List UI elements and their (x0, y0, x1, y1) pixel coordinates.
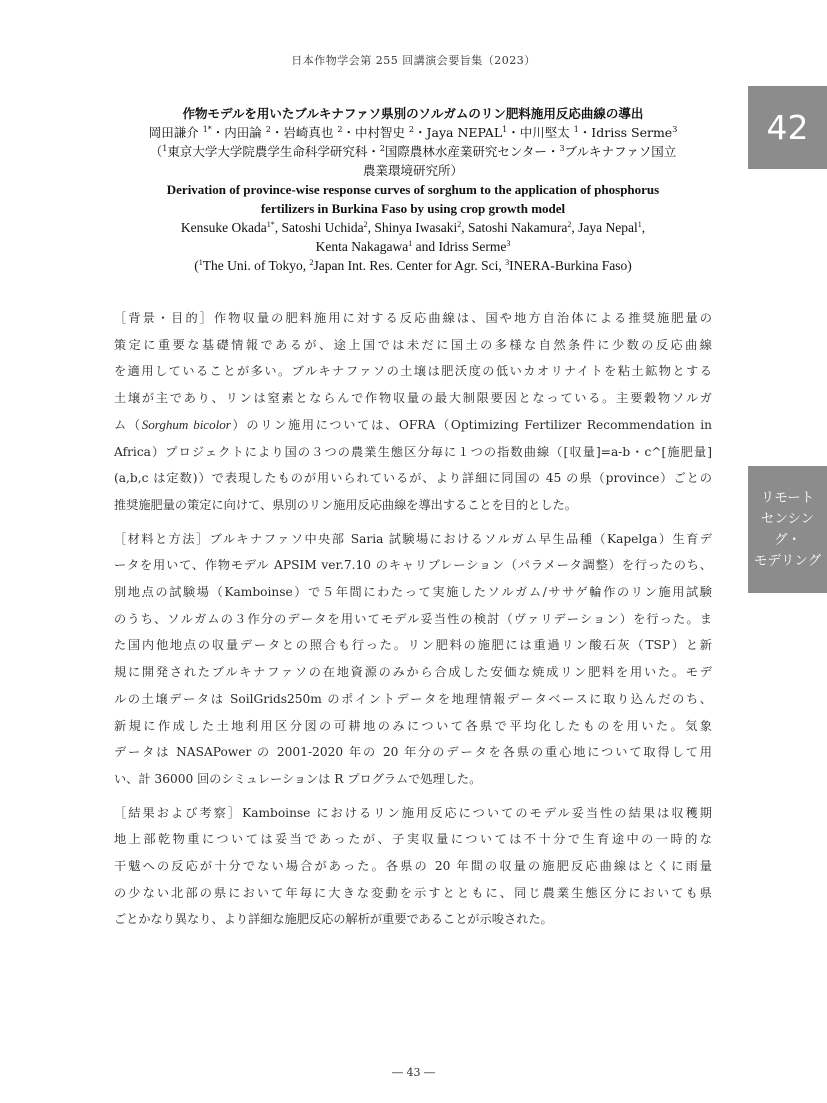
page-number: ― 43 ― (392, 1066, 435, 1079)
affiliations-english: ($^1$The Uni. of Tokyo, $^2$Japan Int. Res. Center for Agr. Sci, $^3$INERA-Burkina Faso) (194, 258, 632, 273)
title-english-line-2: fertilizers in Burkina Faso by using crop growth model (260, 201, 566, 216)
category-line-2: センシング・ (760, 510, 815, 548)
authors-english-line-2: Kenta Nakagawa$^1$ and Idriss Serme$^3$ (315, 239, 511, 254)
session-category-tab (748, 466, 827, 593)
authors-japanese: 岡田謙介 $^{1*}$・内田論 $^2$・岩崎真也 $^2$・中村智史 $^2$・Jaya NEPAL$^1$・中川堅太 $^1$・Idriss Serme$^3$ (148, 125, 678, 140)
category-line-1: リモート (760, 489, 815, 506)
abstract-heading (108, 104, 718, 275)
abstract-body (114, 305, 712, 940)
affiliations-japanese-line-2: 農業環境研究所） (362, 163, 463, 178)
running-head: 日本作物学会第 255 回講演会要旨集（2023） (291, 54, 536, 67)
results-paragraph: ［結果および考察］Kamboinse におけるリン施用反応についてのモデル妥当性の結果は収穫期 地上部乾物重については妥当であったが、子実収量については不十分で生育途中の一時的な 干魃への反応が十分でない場合があった。各県の 20 年間の収量の施肥反応曲線はとくに雨量 の少ない北部の県において年毎に大きな変動を示すとともに、同じ農業生態区分においても県 ごとかなり異なり、より詳細な施肥反応の解析が重要であることが示唆された。 (114, 805, 712, 927)
background-paragraph: ［背景・目的］作物収量の肥料施用に対する反応曲線は、国や地方自治体による推奨施肥量の 策定に重要な基礎情報であるが、途上国では未だに国土の多様な自然条件に少数の反応曲線 を適用していることが多い。ブルキナファソの土壌は肥沃度の低いカオリナイトを粘土鉱物とする 土壌が主であり、リンは窒素とならんで作物収量の最大制限要因となっている。主要穀物ソルガ ム（Sorghum bicolor）のリン施用については、OFRA（Optimizing Fertilizer Recommendation in Africa）プロジェクトにより国の３つの農業生態区分毎に１つの指数曲線（[収量]=a-b・c^[施肥量] (a,b,c は定数)）で表現したものが用いられているが、より詳細に同国の 45 の県（province）ごとの 推奨施肥量の策定に向けて、県別のリン施用反応曲線を導出することを目的とした。 (114, 311, 712, 512)
methods-paragraph: ［材料と方法］ブルキナファソ中央部 Saria 試験場におけるソルガム早生品種（Kapelga）生育デ ータを用いて、作物モデル APSIM ver.7.10 のキャリブレーション（パラメータ調整）を行ったのち、 別地点の試験場（Kamboinse）で５年間にわたって実施したソルガム/ササゲ輪作のリン施用試験 のうち、ソルガムの３作分のデータを用いてモデル妥当性の検討（ヴァリデーション）を行った。ま た国内他地点の収量データとの照合も行った。リン肥料の施肥には重過リン酸石灰（TSP）と新 規に開発されたブルキナファソの在地資源のみから合成した安価な焼成リン肥料を用いた。モデ ルの土壌データは SoilGrids250m のポイントデータを地理情報データベースに取り込んだのち、 新規に作成した土地利用区分図の可耕地のみについて各県で平均化したものを用いた。気象 データは NASAPower の 2001-2020 年の 20 年分のデータを各県の重心地について取得して用 い、計 36000 回のシミュレーションは R プログラムで処理した。 (114, 531, 712, 786)
category-line-3: モデリング (753, 552, 822, 569)
presentation-number-tab: 42 (748, 86, 827, 169)
title-english-line-1: Derivation of province-wise response curves of sorghum to the application of phosphorus (166, 182, 660, 197)
affiliations-japanese: （$^1$東京大学大学院農学生命科学研究科・$^2$国際農林水産業研究センター・$^3$ブルキナファソ国立 (149, 144, 677, 159)
authors-english: Kensuke Okada$^{1*}$, Satoshi Uchida$^2$, Shinya Iwasaki$^2$, Satoshi Nakamura$^2$, Jaya Nepal$^1$, (180, 220, 646, 235)
scientific-name: Sorghum bicolor (141, 416, 231, 432)
title-japanese: 作物モデルを用いたブルキナファソ県別のソルガムのリン肥料施用反応曲線の導出 (182, 106, 644, 121)
